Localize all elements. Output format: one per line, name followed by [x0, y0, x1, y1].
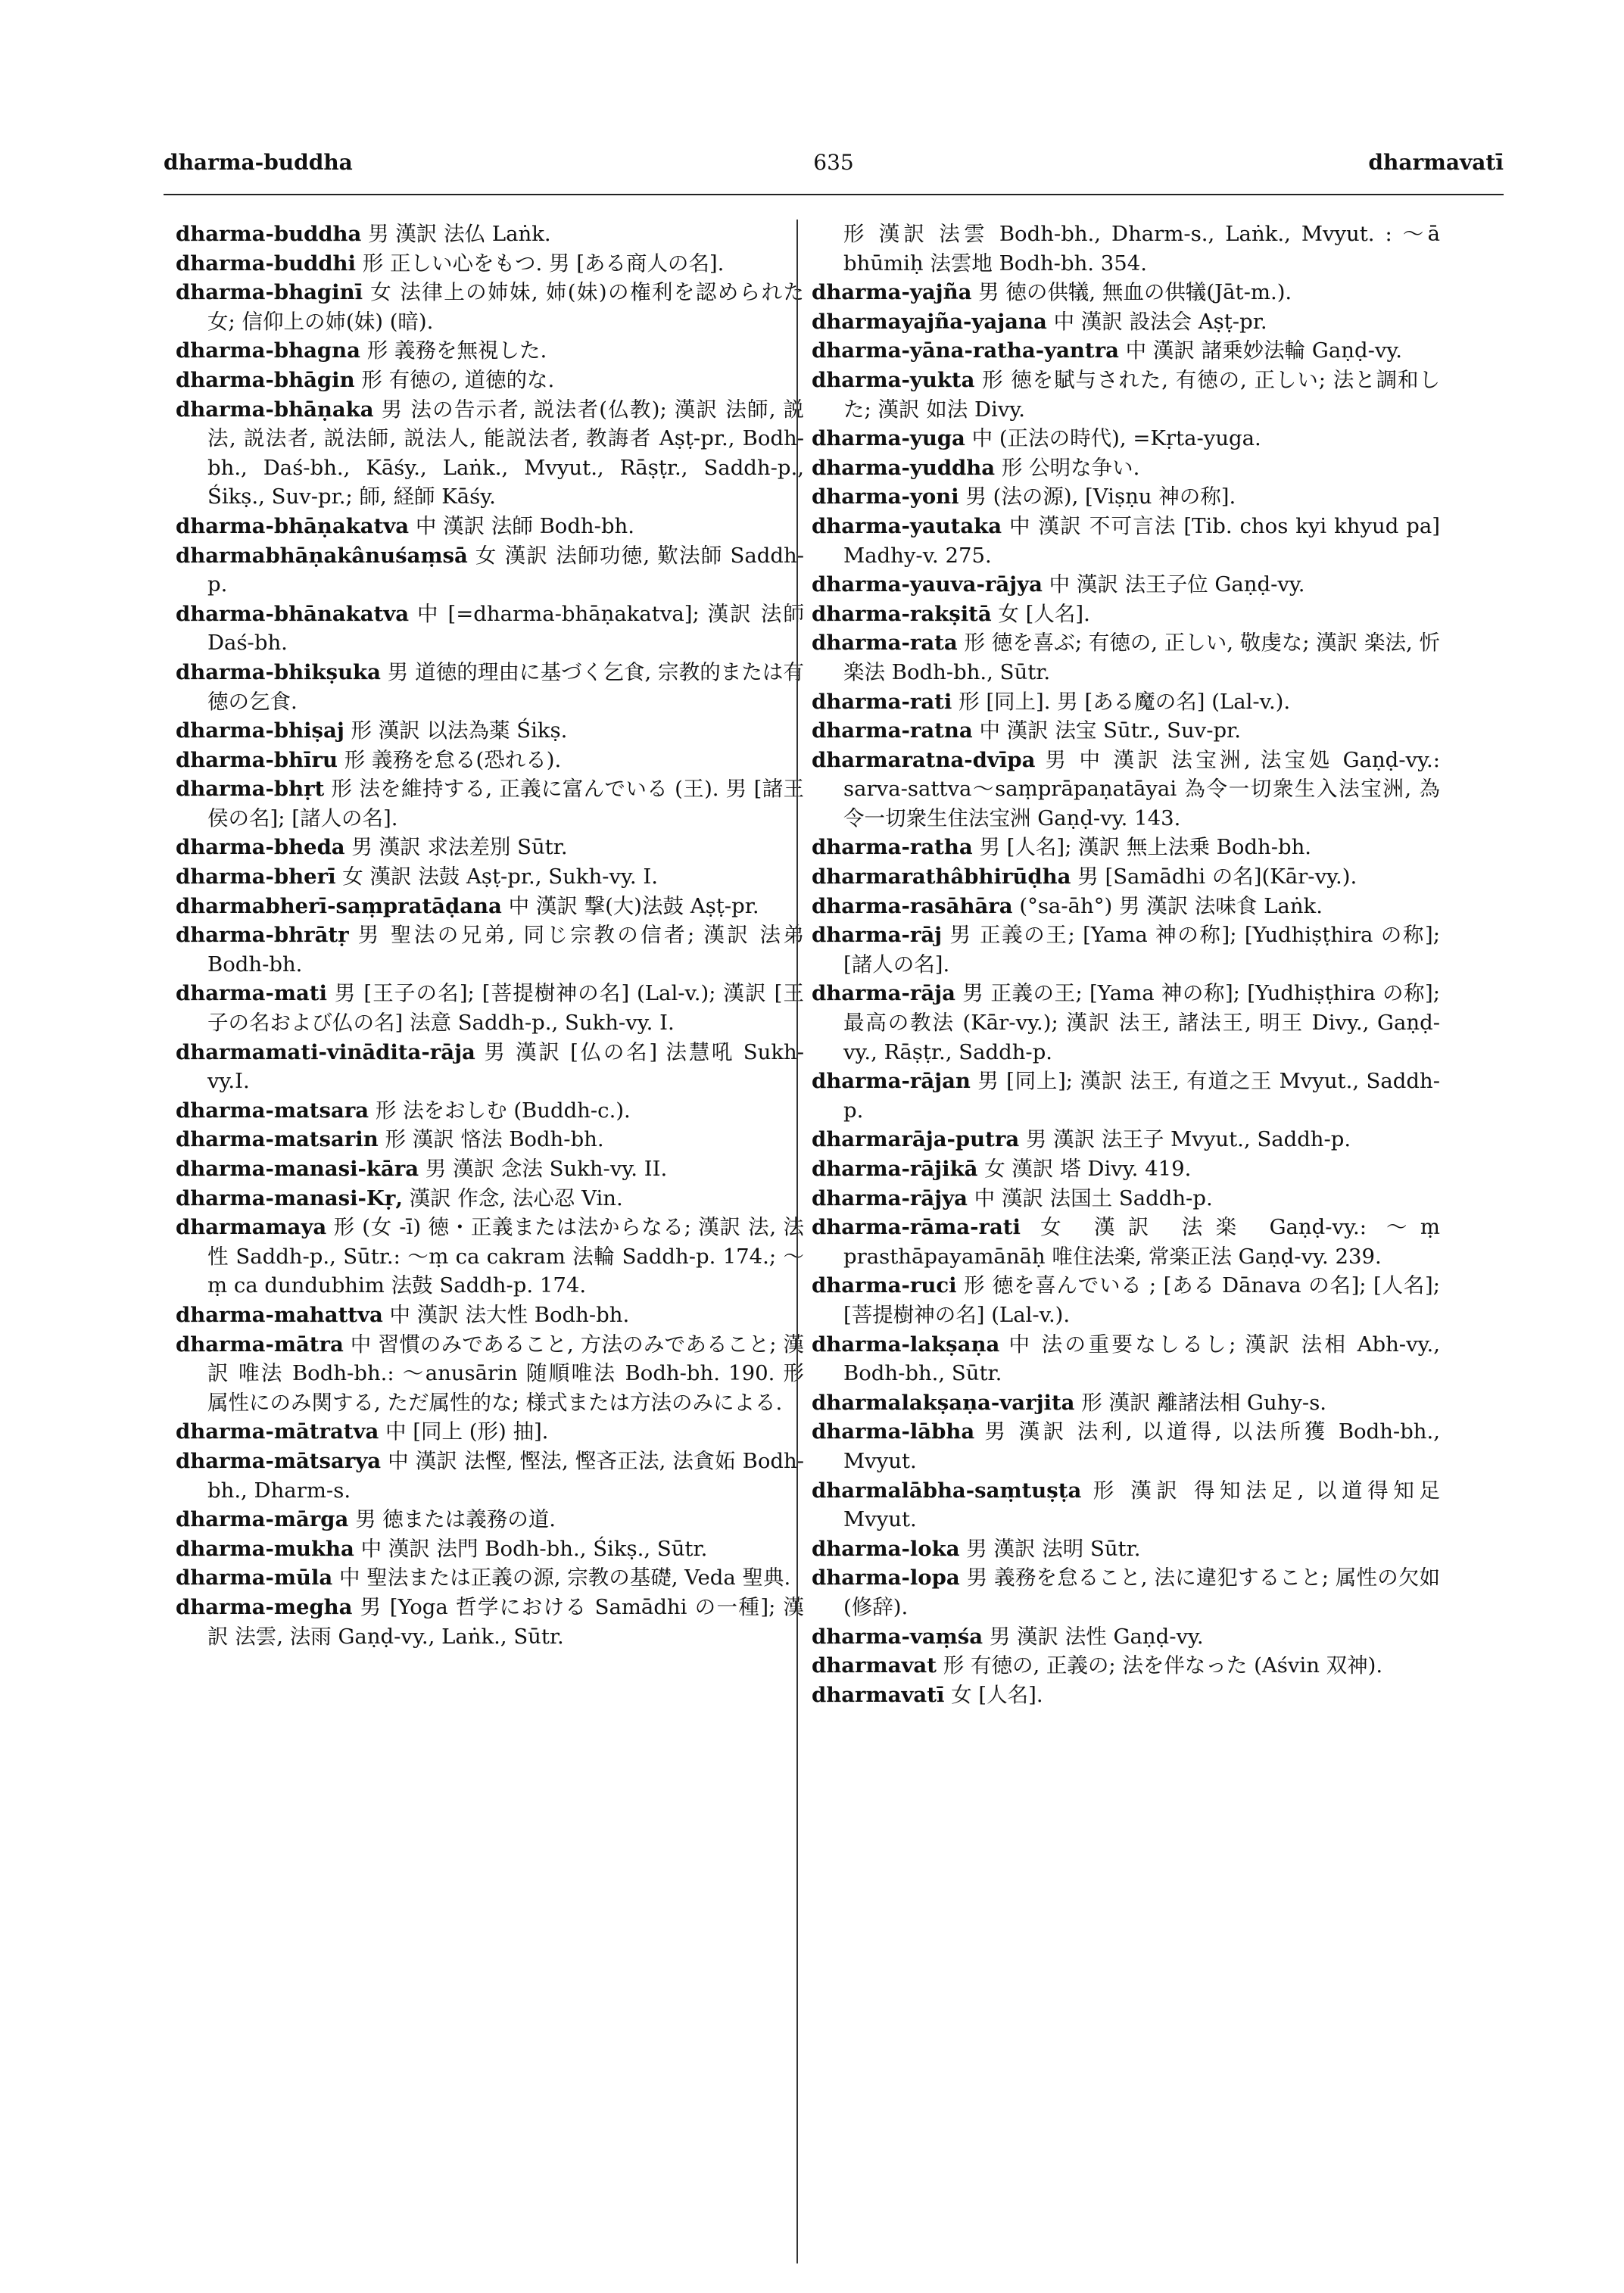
entry-headword: dharmalābha-saṃtuṣṭa [812, 1478, 1082, 1503]
dictionary-entry [812, 687, 1440, 717]
entry-headword: dharma-bhānakatva [176, 601, 410, 626]
entry-definition: 中 漢訳 法国土 Saddh-p. [974, 1185, 1213, 1210]
entry-definition: 形 法をおしむ (Buddh-c.). [375, 1098, 631, 1123]
dictionary-entry [812, 1154, 1440, 1184]
entry-definition: 男 [Yoga 哲学における Samādhi の一種]; 漢訳 法雲, 法雨 Gaṇḍ-vy., Laṅk., Sūtr. [207, 1594, 804, 1649]
entry-definition: 男 漢訳 法明 Sūtr. [966, 1536, 1141, 1561]
entry-headword: dharmavatī [812, 1682, 945, 1707]
entry-headword: dharmayajña-yajana [812, 309, 1047, 334]
dictionary-entry [176, 1417, 804, 1447]
entry-headword: dharma-bhiṣaj [176, 718, 344, 743]
header-rule [164, 194, 1504, 195]
dictionary-entry [176, 1213, 804, 1301]
entry-headword: dharma-vaṃśa [812, 1624, 983, 1649]
left-column [176, 220, 804, 2263]
dictionary-entry [812, 1476, 1440, 1534]
dictionary-entry [176, 1447, 804, 1505]
dictionary-entry [176, 1154, 804, 1184]
entry-definition: 中 法の重要なしるし; 漢訳 法相 Abh-vy., Bodh-bh., Sūtr. [843, 1332, 1440, 1386]
dictionary-entry [812, 1184, 1440, 1213]
entry-headword: dharma-rakṣitā [812, 601, 992, 626]
entry-headword: dharma-matsarin [176, 1127, 379, 1152]
entry-headword: dharmaratna-dvīpa [812, 747, 1036, 772]
entry-headword: dharmamaya [176, 1215, 327, 1240]
entry-definition: 女 [人名]. [998, 601, 1090, 626]
dictionary-entry [812, 366, 1440, 424]
entry-headword: dharma-ruci [812, 1273, 957, 1298]
entry-definition: 中 漢訳 法門 Bodh-bh., Śikṣ., Sūtr. [360, 1536, 708, 1561]
entry-definition: 形 漢訳 離諸法相 Guhy-s. [1081, 1390, 1327, 1415]
entry-headword: dharma-manasi-kāra [176, 1157, 419, 1181]
entry-headword: dharma-mātra [176, 1332, 344, 1357]
entry-headword: dharma-rājikā [812, 1157, 978, 1181]
dictionary-entry [176, 1534, 804, 1564]
entry-definition: 中 [同上 (形) 抽]. [385, 1419, 549, 1444]
column-divider [796, 220, 798, 2263]
entry-definition: 男 漢訳 法王子 Mvyut., Saddh-p. [1025, 1127, 1351, 1152]
entry-headword: dharma-loka [812, 1536, 960, 1561]
dictionary-entry [176, 1184, 804, 1213]
entry-headword: dharma-rāj [812, 923, 943, 948]
entry-headword: dharma-mukha [176, 1536, 354, 1561]
entry-headword: dharmavat [812, 1653, 937, 1678]
right-column [812, 220, 1440, 2263]
dictionary-entry [176, 979, 804, 1037]
entry-headword: dharmabhāṇakânuśaṃsā [176, 543, 468, 568]
entry-definition: 男 義務を怠ること, 法に違犯すること; 属性の欠如 (修辞). [843, 1566, 1440, 1619]
dictionary-entry [812, 1534, 1440, 1564]
entry-headword: dharma-rasāhāra [812, 893, 1013, 918]
entry-headword: dharma-bhīru [176, 747, 338, 772]
entry-headword: dharma-lakṣaṇa [812, 1332, 1000, 1357]
entry-definition: 中 漢訳 不可言法 [Tib. chos kyi khyud pa] Madhy-v. 275. [843, 513, 1440, 568]
entry-headword: dharma-lopa [812, 1566, 960, 1590]
dictionary-entry [176, 921, 804, 979]
entry-headword: dharma-bhāṇakatva [176, 513, 410, 538]
entry-headword: dharma-yuddha [812, 455, 996, 480]
entry-definition: 中 聖法または正義の源, 宗教の基礎, Veda 聖典. [338, 1566, 791, 1590]
dictionary-entry [176, 541, 804, 600]
dictionary-entry [812, 424, 1440, 453]
entry-definition: 中 漢訳 法慳, 慳法, 慳吝正法, 法貪妬 Bodh-bh., Dharm-s. [207, 1448, 804, 1503]
dictionary-entry [812, 1417, 1440, 1475]
dictionary-entry [812, 1622, 1440, 1652]
entry-headword: dharma-rāja [812, 981, 955, 1006]
dictionary-entry [812, 746, 1440, 833]
dictionary-entry [176, 366, 804, 395]
dictionary-entry [812, 570, 1440, 600]
dictionary-entry [812, 512, 1440, 570]
dictionary-entry [176, 716, 804, 746]
entry-definition: 女 漢訳 塔 Divy. 419. [984, 1157, 1192, 1181]
entry-definition: 中 習慣のみであること, 方法のみであること; 漢訳 唯法 Bodh-bh.: ～anusārin 随順唯法 Bodh-bh. 190. 形 属性にのみ関する, ただ属性的な; 様式または方法のみによる. [207, 1332, 804, 1415]
dictionary-entry [812, 628, 1440, 687]
dictionary-entry [176, 395, 804, 512]
entry-definition: 形 漢訳 法雲 Bodh-bh., Dharm-s., Laṅk., Mvyut. : ～ā bhūmiḥ 法雲地 Bodh-bh. 354. [843, 222, 1440, 276]
dictionary-entry [176, 1330, 804, 1418]
entry-definition: 女 法律上の姉妹, 姉(妹)の権利を認められた女; 信仰上の姉(妹) (暗). [207, 280, 804, 334]
entry-definition: 男 漢訳 求法差別 Sūtr. [351, 835, 568, 860]
entry-definition: 男 [Samādhi の名](Kār-vy.). [1077, 865, 1357, 889]
dictionary-entry [176, 658, 804, 716]
entry-headword: dharmarāja-putra [812, 1127, 1020, 1152]
page-header [164, 150, 1504, 188]
dictionary-entry [812, 716, 1440, 746]
entry-headword: dharma-mātratva [176, 1419, 379, 1444]
entry-headword: dharma-mūla [176, 1566, 333, 1590]
entry-definition: 男 聖法の兄弟, 同じ宗教の信者; 漢訳 法弟 Bodh-bh. [207, 923, 804, 977]
dictionary-entry [176, 220, 804, 249]
entry-definition: 形 漢訳 悋法 Bodh-bh. [385, 1127, 604, 1152]
dictionary-entry [812, 220, 1440, 278]
entry-definition: 女 漢訳 法楽 Gaṇḍ-vy.: ～ṃ prasthāpayamānāḥ 唯住法楽, 常楽正法 Gaṇḍ-vy. 239. [843, 1215, 1440, 1269]
entry-definition: 形 漢訳 以法為薬 Śikṣ. [351, 718, 568, 743]
entry-headword: dharmabherī-saṃpratāḍana [176, 893, 502, 918]
entry-headword: dharma-lābha [812, 1419, 975, 1444]
entry-definition: 形 有徳の, 道徳的な. [361, 367, 555, 392]
entry-definition: 男 [王子の名]; [菩提樹神の名] (Lal-v.); 漢訳 [王子の名および仏の名] 法意 Saddh-p., Sukh-vy. I. [207, 981, 804, 1036]
entry-definition: 男 徳の供犠, 無血の供犠(Jāt-m.). [978, 280, 1292, 305]
page-number: 635 [813, 150, 854, 175]
right-guide-word: dharmavatī [1368, 150, 1504, 175]
entry-definition: 形 徳を喜んでいる ; [ある Dānava の名]; [人名]; [菩提樹神の名] (Lal-v.). [843, 1273, 1440, 1327]
entry-definition: 中 漢訳 法師 Bodh-bh. [415, 513, 634, 538]
entry-definition: 男 漢訳 法利, 以道得, 以法所獲 Bodh-bh., Mvyut. [843, 1419, 1440, 1473]
entry-headword: dharma-bhikṣuka [176, 659, 381, 684]
entry-definition: 男 漢訳 法仏 Laṅk. [368, 222, 551, 246]
dictionary-entry [812, 1125, 1440, 1154]
entry-headword: dharma-yukta [812, 367, 975, 392]
entry-definition: 男 正義の王; [Yama 神の称]; [Yudhiṣṭhira の称]; [諸人の名]. [843, 923, 1440, 977]
entry-definition: 形 [同上]. 男 [ある魔の名] (Lal-v.). [959, 689, 1291, 714]
dictionary-entry [812, 1388, 1440, 1418]
entry-headword: dharma-mahattva [176, 1302, 383, 1327]
dictionary-entry [812, 1330, 1440, 1388]
entry-definition: 形 徳を喜ぶ; 有徳の, 正しい, 敬虔な; 漢訳 楽法, 忻楽法 Bodh-bh., Sūtr. [843, 631, 1440, 684]
dictionary-entry [176, 1096, 804, 1126]
entry-definition: 形 (女 -ī) 徳・正義または法からなる; 漢訳 法, 法性 Saddh-p., Sūtr.: ～ṃ ca cakram 法輪 Saddh-p. 174.; ～ṃ ca dundubhim 法鼓 Saddh-p. 174. [207, 1215, 804, 1298]
entry-definition: 女 漢訳 法鼓 Aṣṭ-pr., Sukh-vy. I. [342, 865, 658, 889]
entry-headword: dharmarathâbhirūḍha [812, 865, 1071, 889]
dictionary-entry [176, 774, 804, 833]
entry-headword: dharma-rājya [812, 1185, 968, 1210]
entry-headword: dharma-rati [812, 689, 952, 714]
entry-headword: dharma-rata [812, 631, 958, 656]
dictionary-entry [812, 1213, 1440, 1271]
dictionary-entry [812, 1681, 1440, 1710]
entry-definition: 中 漢訳 法大性 Bodh-bh. [389, 1302, 630, 1327]
entry-headword: dharma-yāna-ratha-yantra [812, 338, 1119, 363]
dictionary-entry [176, 746, 804, 775]
entry-definition: (°sa-āh°) 男 漢訳 法味食 Laṅk. [1019, 893, 1323, 918]
entry-definition: 中 漢訳 撃(大)法鼓 Aṣṭ-pr. [508, 893, 759, 918]
dictionary-entry [812, 482, 1440, 512]
entry-definition: 女 [人名]. [951, 1682, 1043, 1707]
dictionary-entry [176, 1301, 804, 1330]
entry-definition: 形 義務を無視した. [366, 338, 547, 363]
dictionary-entry [176, 336, 804, 366]
dictionary-entry [176, 892, 804, 921]
dictionary-entry [176, 833, 804, 862]
dictionary-entry [812, 892, 1440, 921]
entry-definition: 形 公明な争い. [1001, 455, 1140, 480]
entry-definition: 漢訳 作念, 法心忍 Vin. [409, 1185, 623, 1210]
entry-headword: dharma-bhrātṛ [176, 923, 349, 948]
entry-headword: dharma-matsara [176, 1098, 369, 1123]
dictionary-entry [812, 862, 1440, 892]
entry-headword: dharma-rāma-rati [812, 1215, 1021, 1240]
entry-definition: 中 漢訳 法宝 Sūtr., Suv-pr. [979, 718, 1241, 743]
entry-definition: 男 道徳的理由に基づく乞食, 宗教的または有徳の乞食. [207, 659, 804, 714]
entry-definition: 男 [人名]; 漢訳 無上法乗 Bodh-bh. [979, 835, 1312, 860]
dictionary-entry [812, 278, 1440, 307]
entry-headword: dharma-megha [176, 1594, 353, 1619]
dictionary-entry [176, 1125, 804, 1154]
entry-definition: 中 [=dharma-bhāṇakatva]; 漢訳 法師 Daś-bh. [207, 601, 804, 656]
entry-definition: 男 徳または義務の道. [355, 1507, 556, 1532]
dictionary-entry [812, 921, 1440, 979]
entry-headword: dharma-bhaginī [176, 280, 363, 305]
entry-definition: 形 正しい心をもつ. 男 [ある商人の名]. [362, 251, 725, 276]
entry-headword: dharma-ratna [812, 718, 973, 743]
dictionary-entry [176, 1563, 804, 1593]
entry-headword: dharma-rājan [812, 1069, 971, 1094]
entry-headword: dharma-mati [176, 981, 327, 1006]
dictionary-entry [176, 1505, 804, 1534]
entry-headword: dharma-ratha [812, 835, 973, 860]
entry-headword: dharma-bhṛt [176, 777, 325, 802]
dictionary-entry [812, 833, 1440, 862]
entry-definition: 男 (法の源), [Viṣṇu 神の称]. [965, 484, 1236, 509]
dictionary-entry [176, 600, 804, 658]
left-guide-word: dharma-buddha [164, 150, 353, 175]
dictionary-entry [176, 278, 804, 336]
entry-headword: dharma-yautaka [812, 513, 1002, 538]
entry-headword: dharma-yoni [812, 484, 959, 509]
dictionary-entry [812, 1067, 1440, 1125]
dictionary-entry [812, 979, 1440, 1067]
entry-definition: 男 漢訳 法性 Gaṇḍ-vy. [989, 1624, 1204, 1649]
dictionary-entry [812, 1651, 1440, 1681]
entry-definition: 女 漢訳 法師功徳, 歎法師 Saddh-p. [207, 543, 804, 597]
dictionary-entry [812, 1563, 1440, 1622]
entry-definition: 形 法を維持する, 正義に富んでいる (王). 男 [諸王侯の名]; [諸人の名]. [207, 777, 804, 830]
entry-definition: 中 漢訳 諸乗妙法輪 Gaṇḍ-vy. [1125, 338, 1403, 363]
entry-headword: dharma-yajña [812, 280, 972, 305]
entry-headword: dharma-yuga [812, 426, 965, 451]
entry-headword: dharma-bhagna [176, 338, 360, 363]
entry-headword: dharmalakṣaṇa-varjita [812, 1390, 1075, 1415]
entry-headword: dharma-buddha [176, 222, 362, 246]
entry-headword: dharma-manasi-Kṛ, [176, 1185, 403, 1210]
entry-headword: dharma-buddhi [176, 251, 356, 276]
entry-headword: dharma-bheda [176, 835, 345, 860]
dictionary-entry [176, 512, 804, 541]
dictionary-entry [812, 336, 1440, 366]
dictionary-entry [176, 1593, 804, 1651]
entry-definition: 男 漢訳 [仏の名] 法慧吼 Sukh-vy.I. [207, 1039, 804, 1094]
entry-headword: dharmamati-vinādita-rāja [176, 1039, 475, 1064]
entry-definition: 形 義務を怠る(恐れる). [344, 747, 562, 772]
dictionary-entry [812, 1271, 1440, 1329]
entry-headword: dharma-mārga [176, 1507, 349, 1532]
entry-definition: 形 漢訳 得知法足, 以道得知足 Mvyut. [843, 1478, 1440, 1532]
entry-definition: 男 法の告示者, 説法者(仏教); 漢訳 法師, 説法, 説法者, 説法師, 説法人, 能説法者, 教誨者 Aṣṭ-pr., Bodh-bh., Daś-bh., Kāśy., Laṅk., Mvyut., Rāṣṭr., Saddh-p., Śikṣ., Suv-pr.; 師, 経師 Kāśy. [207, 397, 804, 509]
entry-definition: 形 徳を賦与された, 有徳の, 正しい; 法と調和した; 漢訳 如法 Divy. [843, 367, 1440, 422]
entry-definition: 男 [同上]; 漢訳 法王, 有道之王 Mvyut., Saddh-p. [843, 1069, 1440, 1123]
entry-headword: dharma-bhāgin [176, 367, 355, 392]
entry-definition: 男 漢訳 念法 Sukh-vy. II. [425, 1157, 668, 1181]
entry-headword: dharma-bherī [176, 865, 336, 889]
dictionary-entry [812, 307, 1440, 337]
dictionary-entry [176, 862, 804, 892]
entry-headword: dharma-yauva-rājya [812, 572, 1043, 597]
entry-definition: 中 漢訳 法王子位 Gaṇḍ-vy. [1049, 572, 1305, 597]
entry-definition: 男 正義の王; [Yama 神の称]; [Yudhiṣṭhira の称]; 最高の教法 (Kār-vy.); 漢訳 法王, 諸法王, 明王 Divy., Gaṇḍ-vy., Rāṣṭr., Saddh-p. [843, 981, 1440, 1064]
entry-definition: 形 有徳の, 正義の; 法を伴なった (Aśvin 双神). [943, 1653, 1383, 1678]
entry-definition: 中 漢訳 設法会 Aṣṭ-pr. [1053, 309, 1267, 334]
entry-headword: dharma-bhāṇaka [176, 397, 374, 422]
entry-definition: 中 (正法の時代), =Kṛta-yuga. [971, 426, 1261, 451]
dictionary-entry [176, 249, 804, 279]
entry-definition: 男 中 漢訳 法宝洲, 法宝処 Gaṇḍ-vy.: sarva-sattva～saṃprāpaṇatāyai 為令一切衆生入法宝洲, 為令一切衆生住法宝洲 Gaṇḍ-vy. 143. [843, 747, 1440, 830]
dictionary-entry [812, 453, 1440, 483]
dictionary-entry [812, 600, 1440, 629]
dictionary-entry [176, 1038, 804, 1096]
entry-headword: dharma-mātsarya [176, 1448, 382, 1473]
